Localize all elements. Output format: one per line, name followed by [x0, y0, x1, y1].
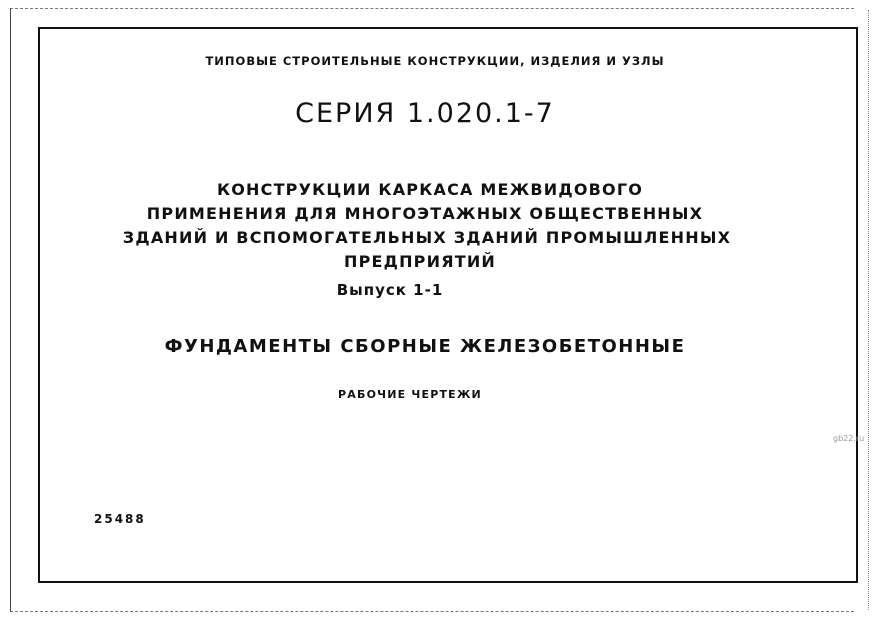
title-line-4: ПРЕДПРИЯТИЙ: [343, 252, 497, 271]
title-line-3: ЗДАНИЙ И ВСПОМОГАТЕЛЬНЫХ ЗДАНИЙ ПРОМЫШЛЕННЫХ: [122, 228, 732, 247]
drawings-type: РАБОЧИЕ ЧЕРТЕЖИ: [338, 388, 482, 401]
issue-number: Выпуск 1-1: [336, 281, 444, 299]
series-number: СЕРИЯ 1.020.1-7: [295, 98, 555, 129]
title-line-1: КОНСТРУКЦИИ КАРКАСА МЕЖВИДОВОГО: [216, 180, 644, 199]
page-edge-line: [868, 10, 869, 610]
collection-heading: ТИПОВЫЕ СТРОИТЕЛЬНЫЕ КОНСТРУКЦИИ, ИЗДЕЛИЯ И УЗЛЫ: [205, 54, 665, 68]
site-watermark: gb22.ru: [833, 434, 865, 443]
title-line-2: ПРИМЕНЕНИЯ ДЛЯ МНОГОЭТАЖНЫХ ОБЩЕСТВЕННЫХ: [146, 204, 704, 223]
document-subtitle: ФУНДАМЕНТЫ СБОРНЫЕ ЖЕЛЕЗОБЕТОННЫЕ: [164, 336, 686, 357]
document-title: [0, 178, 850, 274]
document-number: 25488: [94, 512, 146, 526]
